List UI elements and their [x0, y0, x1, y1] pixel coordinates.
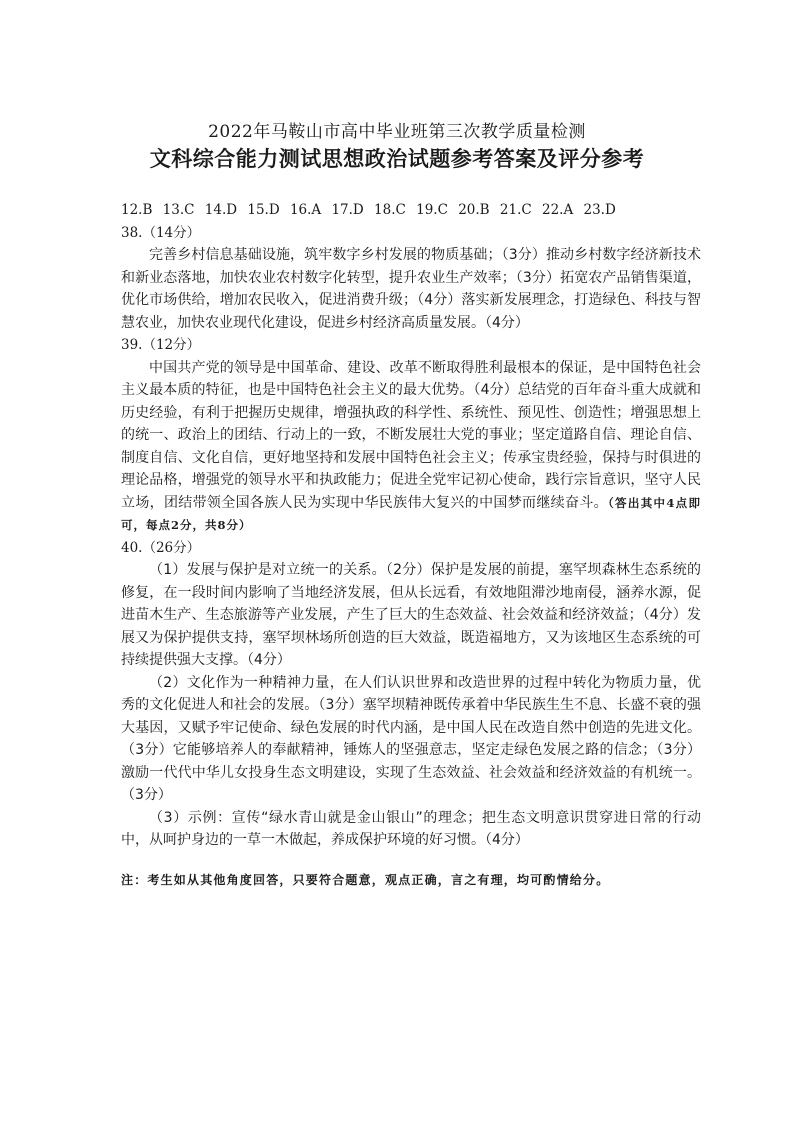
- answer-body: [121, 199, 701, 852]
- question-38-answer: 完善乡村信息基础设施，筑牢数字乡村发展的物质基础；（3分）推动乡村数字经济新技术和新业态落地，加快农业农村数字化转型，提升农业生产效率；（3分）拓宽农产品销售渠道，优化市场供给，增加农民收入，促进消费升级；（4分）落实新发展理念，打造绿色、科技与智慧农业，加快农业现代化建设，促进乡村经济高质量发展。（4分）: [121, 247, 701, 331]
- question-39-scoring-note: （答出其中4点即可，每点2分，共8分）: [121, 495, 701, 532]
- question-38-heading: 38.（14分）: [121, 224, 201, 241]
- question-39-answer: [121, 357, 701, 537]
- question-39-answer-text: 中国共产党的领导是中国革命、建设、改革不断取得胜利最根本的保证，是中国特色社会主义最本质的特征，也是中国特色社会主义的最大优势。（4分）总结党的百年奋斗重大成就和历史经验，有利于把握历史规律，增强执政的科学性、系统性、预见性、创造性；增强思想上的统一、政治上的团结、行动上的一致，不断发展壮大党的事业；坚定道路自信、理论自信、制度自信、文化自信，更好地坚持和发展中国特色社会主义；传承宝贵经验，保持与时俱进的理论品格，增强党的领导水平和执政能力；促进全党牢记初心使命，践行宗旨意识，坚守人民立场，团结带领全国各族人民为实现中华民族伟大复兴的中国梦而继续奋斗。: [121, 359, 701, 511]
- question-40-heading: 40.（26分）: [121, 539, 201, 556]
- scoring-footnote: 注：考生如从其他角度回答，只要符合题意，观点正确，言之有理，均可酌情给分。: [121, 873, 610, 887]
- answer-key-title: 文科综合能力测试思想政治试题参考答案及评分参考: [149, 147, 645, 171]
- question-40-part-2: （2）文化作为一种精神力量，在人们认识世界和改造世界的过程中转化为物质力量，优秀的文化促进人和社会的发展。（3分）塞罕坝精神既传承着中华民族生生不息、长盛不衰的强大基因，又赋予牢记使命、绿色发展的时代内涵，是中国人民在改造自然中创造的先进文化。（3分）它能够培养人的奉献精神，锤炼人的坚强意志，坚定走绿色发展之路的信念；（3分）激励一代代中华儿女投身生态文明建设，实现了生态效益、社会效益和经济效益的有机统一。（3分）: [121, 674, 701, 803]
- question-40-part-1: （1）发展与保护是对立统一的关系。（2分）保护是发展的前提，塞罕坝森林生态系统的修复，在一段时间内影响了当地经济发展，但从长远看，有效地阻滞沙地南侵，涵养水源，促进苗木生产、生态旅游等产业发展，产生了巨大的生态效益、社会效益和经济效益；（4分）发展又为保护提供支持，塞罕坝林场所创造的巨大效益，既造福地方，又为该地区生态系统的可持续提供强大支撑。（4分）: [121, 562, 701, 668]
- exam-title: 2022年马鞍山市高中毕业班第三次教学质量检测: [208, 122, 586, 142]
- question-39-heading: 39.（12分）: [121, 337, 201, 353]
- question-40-part-3: （3）示例：宣传“绿水青山就是金山银山”的理念；把生态文明意识贯穿进日常的行动中，从呵护身边的一草一木做起，养成保护环境的好习惯。（4分）: [121, 809, 701, 848]
- multiple-choice-answers: 12.B 13.C 14.D 15.D 16.A 17.D 18.C 19.C 20.B 21.C 22.A 23.D: [121, 202, 616, 218]
